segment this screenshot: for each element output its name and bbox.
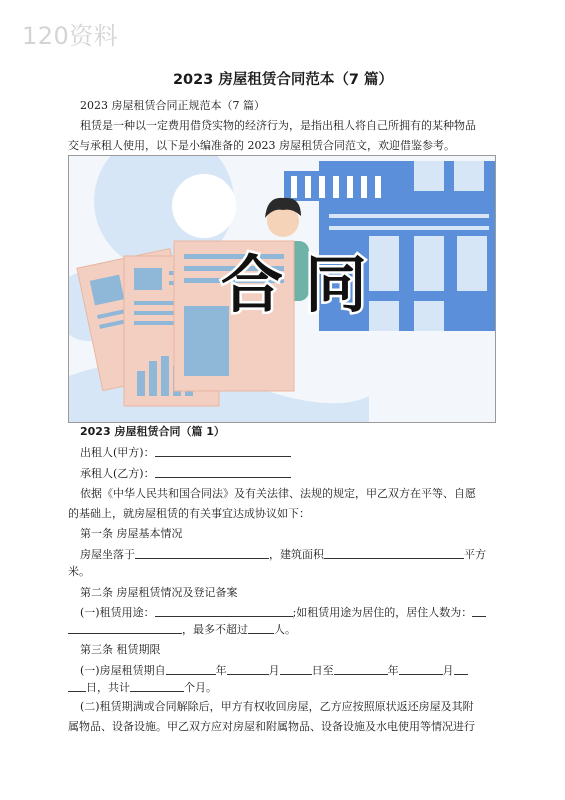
- start-year-unit: 年: [215, 664, 227, 677]
- article-3-heading: 第三条 租赁期限: [80, 643, 161, 656]
- illustration-svg: [69, 156, 496, 423]
- start-month-blank[interactable]: [227, 663, 269, 675]
- lessee-blank[interactable]: [155, 466, 291, 478]
- max-blank[interactable]: [248, 622, 274, 634]
- expiry-line-2: 属物品、设备设施。甲乙双方应对房屋和附属物品、设备设施及水电使用等情况进行: [68, 720, 475, 733]
- end-day-blank-b[interactable]: [68, 680, 86, 692]
- months-unit: 个月。: [184, 681, 217, 694]
- location-label: 房屋坐落于: [80, 548, 135, 561]
- section-title: 2023 房屋租赁合同（篇 1）: [80, 425, 225, 438]
- location-line: [80, 547, 486, 561]
- end-year-unit: 年: [387, 664, 399, 677]
- basis-line-2: 的基础上，就房屋租赁的有关事宜达成协议如下：: [68, 507, 310, 520]
- occupants-blank-b[interactable]: [68, 622, 182, 634]
- area-label: ，建筑面积: [269, 548, 324, 561]
- use-label: (一)租赁用途：: [80, 606, 155, 619]
- intro-line-2: 交与承租人使用，以下是小编准备的 2023 房屋租赁合同范文，欢迎借鉴参考。: [68, 139, 455, 152]
- end-day-blank-a[interactable]: [454, 663, 468, 675]
- use-line: [80, 605, 486, 619]
- end-day-unit: 日，共计: [86, 681, 130, 694]
- subtitle: 2023 房屋租赁合同正规范本（7 篇）: [80, 99, 265, 112]
- basis-line-1: 依据《中华人民共和国合同法》及有关法律、法规的规定，甲乙双方在平等、自愿: [80, 487, 476, 500]
- use-line-2: [68, 622, 296, 636]
- persons-label: 人。: [274, 623, 296, 636]
- start-month-unit: 月: [268, 664, 280, 677]
- article-1-heading: 第一条 房屋基本情况: [80, 527, 183, 540]
- start-day-blank[interactable]: [280, 663, 312, 675]
- lessor-blank[interactable]: [155, 445, 291, 457]
- max-label: ，最多不超过: [182, 623, 248, 636]
- months-blank[interactable]: [130, 680, 184, 692]
- area-unit: 平方: [464, 548, 486, 561]
- occupants-label: ;如租赁用途为居住的，居住人数为：: [292, 606, 473, 619]
- end-month-unit: 月: [442, 664, 454, 677]
- term-label: (一)房屋租赁期自: [80, 664, 166, 677]
- article-2-heading: 第二条 房屋租赁情况及登记备案: [80, 586, 238, 599]
- lessor-label: 出租人(甲方)：: [80, 446, 155, 459]
- occupants-blank-a[interactable]: [472, 605, 486, 617]
- document-title: 2023 房屋租赁合同范本（7 篇）: [172, 72, 394, 88]
- use-blank[interactable]: [155, 605, 293, 617]
- end-month-blank[interactable]: [399, 663, 443, 675]
- lessor-line: [80, 445, 291, 459]
- lessee-line: [80, 466, 291, 480]
- term-line: [80, 663, 468, 677]
- area-blank[interactable]: [324, 547, 464, 559]
- location-blank[interactable]: [135, 547, 269, 559]
- location-line-end: 米。: [68, 565, 90, 578]
- term-line-2: [68, 680, 217, 694]
- lessee-label: 承租人(乙方)：: [80, 467, 155, 480]
- watermark: 120资料: [22, 22, 119, 50]
- expiry-line-1: (二)租赁期满或合同解除后，甲方有权收回房屋，乙方应按照原状返还房屋及其附: [80, 700, 474, 713]
- intro-line-1: 租赁是一种以一定费用借贷实物的经济行为，是指出租人将自己所拥有的某种物品: [80, 119, 476, 132]
- illustration-text: 合同: [221, 248, 390, 321]
- start-year-blank[interactable]: [166, 663, 216, 675]
- contract-illustration: [68, 155, 496, 423]
- end-year-blank[interactable]: [334, 663, 388, 675]
- start-day-unit: 日至: [311, 664, 334, 677]
